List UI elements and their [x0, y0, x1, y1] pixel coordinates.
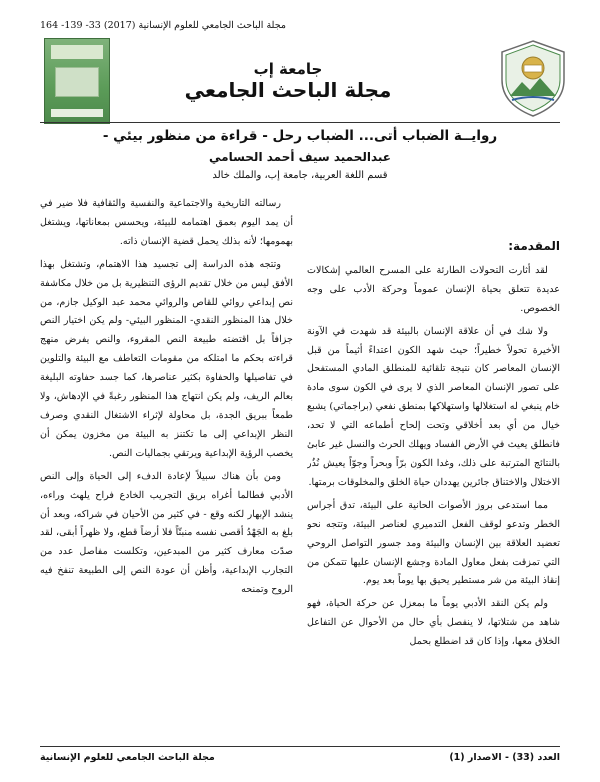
journal-cover-image: [44, 38, 110, 124]
footer-divider: [40, 746, 560, 747]
running-header: مجلة الباحث الجامعي للعلوم الإنسانية (2017) 33- 139- 164: [40, 20, 286, 31]
body-paragraph: لقد أثارت التحولات الطارئة على المسرح العالمي إشكالات عديدة تتعلق بحياة الإنسان عموماً وحركة الأدب على وجه الخصوص.: [307, 264, 560, 314]
header-divider: [40, 122, 560, 123]
section-heading-introduction: المقدمة:: [508, 239, 560, 253]
article-title: روايــة الضباب أتى... الضباب رحل - قراءة من منظور بيئي -: [102, 128, 498, 144]
left-column: [40, 195, 293, 740]
author-affiliation: قسم اللغة العربية، جامعة إب، والملك خالد: [212, 170, 388, 181]
body-paragraph: وتتجه هذه الدراسة إلى تجسيد هذا الاهتمام، وتشتغل بهذا الأفق ليس من خلال تقديم الرؤى التنظيرية بل من خلال مكاشفة نص إبداعي روائي للقاص والروائي محمد عبد الوكيل جازم، من خلال هذا المنظور النقدي- المنظور البيئي- ولم يكن اختيار النص جزافاً بل اقتضته طبيعة النص المقروء، والنص يفرض منهج قراءته بحكم ما امتلكه من مقومات التعاطف مع البيئة والتلوين في تفاصيلها والحفاوة بكثير عناصرها، كما جسد حفاوته البليغة بعالم الريف، ولم يكن انتهاج هذا المنظور رغبةً في الإدهاش، ولا طمعاً ببريق الجدة، بل محاولة لإثراء الاشتغال النقدي وصرف النظر الإبداعي إلى ما تكتنز به البيئة من مخزون يمكن أن يخصب الرؤية الإبداعية ويرتقي بجماليات النص.: [40, 258, 293, 459]
body-paragraph: ولا شك في أن علاقة الإنسان بالبيئة قد شهدت في الآونة الأخيرة تحولاً خطيراً؛ حيث شهد الكون اعتداءً أثيماً من قبل الإنسان المعاصر كان نتيجة تلقائية للمنطلق المادي المستفحل على تصور الإنسان المعاصر الذي لا يرى في الكون سوى مادة خام ينبغي له استغلالها واستهلاكها بمنطق نفعي (براجماتي) يشبع خيال من أي بعد أخلاقي وتحت إلحاح أطماعه التي لا تحد، فانطلق يعيث في الأرض الفساد ويهلك الحرث والنسل غير عابئ بالنتائج المترتبة على ذلك، وغدا الكون برّاً وبحراً وجوّاً يعيش نُذُر الاختلال والاختناق جائرين يهددان حياة الخلق والمخلوقات برمتها.: [307, 325, 560, 488]
footer-issue: العدد (33) - الاصدار (1): [449, 752, 560, 763]
footer-journal-name: مجلة الباحث الجامعي للعلوم الإنسانية: [40, 752, 215, 763]
right-column: [307, 195, 560, 740]
masthead-title: [128, 60, 448, 100]
body-paragraph: ولم يكن النقد الأدبي يوماً ما بمعزل عن حركة الحياة، فهو شاهد من شتلاتها، لا ينفصل بأي حال من الأحوال عن التفاعل الخلاق معها، وإذا كان قد اضطلع بحمل: [307, 598, 560, 648]
university-name: جامعة إب: [253, 60, 323, 78]
article-author: عبدالحميد سيف أحمد الحسامي: [209, 150, 391, 164]
masthead: [44, 38, 568, 118]
body-paragraph: ومن بأن هناك سبيلاً لإعادة الدفء إلى الحياة وإلى النص الأدبي فطالما أغراه بريق التجريب الخادع فراح يلهث وراءه، ينشد الإبهار لكنه وقع - في كثير من الأحيان في شراكه، وبعد أن بلغ به الجَهْدُ أقصى نفسه منبتّاً فلا أرضاً قطع، ولا ظهراً أبقى، لقد صدّت معارف كثير من المبدعين، وتكلست مفاصل عدد من التجارب الإبداعية، وأظن أن عودة النص إلى الطبيعة تنفخ فيه الروح وتمنحه: [40, 470, 293, 596]
body-paragraph: رسالته التاريخية والاجتماعية والنفسية والثقافية فلا ضير في أن يمد اليوم بعمق اهتمامه للبيئة، ويحسس بمعاناتها، ويشتغل بهمومها؛ لأنه بذلك يحمل قضية الإنسان ذاته.: [40, 198, 293, 247]
body-paragraph: مما استدعى بروز الأصوات الحانية على البيئة، تدق أجراس الخطر وتدعو لوقف الفعل التدميري لعناصر البيئة، وتتجه نحو تعضيد العلاقة بين الإنسان والبيئة ومد جسور التواصل الروحي التي تمزقت بفعل معاول المادة وجشع الإنسان عليها تتمكن من إنقاذ البيئة من شر مستطير يحيق بها يوماً بعد يوم.: [307, 499, 560, 587]
university-logo-icon: [498, 38, 568, 118]
journal-name: مجلة الباحث الجامعي: [184, 78, 392, 102]
